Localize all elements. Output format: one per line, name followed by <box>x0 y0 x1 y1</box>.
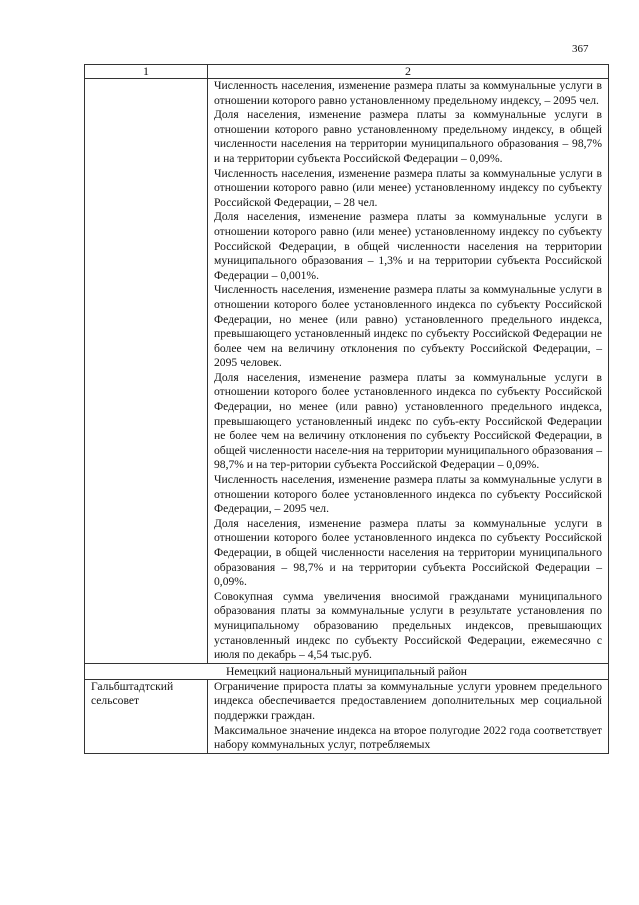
section-title: Немецкий национальный муниципальный район <box>85 663 609 679</box>
paragraph-population-less: Численность населения, изменение размера платы за коммунальные услуги в отношении которого равно (или менее) установленному индексу по субъекту Российской Федерации, – 28 чел. <box>214 166 602 209</box>
paragraph-max-index: Максимальное значение индекса на второе полугодие 2022 года соответствует набору коммунальных услуг, потребляемых <box>214 723 602 752</box>
paragraph-share-between: Доля населения, изменение размера платы за коммунальные услуги в отношении которого более установленного индекса по субъекту Российской Федерации, но менее (или равно) установленного предельного индекса, превышающего установленный индекс по субъ-екту Российской Федерации не более чем на величину отклонения по субъекту Российской Федерации, в общей численности населе-ния на территории муниципального образования – 98,7% и на тер-ритории субъекта Российской Федерации – 0,09%. <box>214 370 602 472</box>
content-table <box>84 64 609 754</box>
section-row <box>85 663 609 679</box>
row1-col1 <box>85 79 208 664</box>
paragraph-population-equal: Численность населения, изменение размера платы за коммунальные услуги в отношении которого равно установленному предельному индексу, – 2095 чел. <box>214 79 602 107</box>
paragraph-population-between: Численность населения, изменение размера платы за коммунальные услуги в отношении которого более установленного индекса по субъекту Российской Федерации, но менее (или равно) установленного предельного индекса, превышающего установленный индекс по субъекту Российской Федерации не более чем на величину отклонения по субъекту Российской Федерации, – 2095 человек. <box>214 283 602 370</box>
paragraph-share-less: Доля населения, изменение размера платы за коммунальные услуги в отношении которого равно (или менее) установленному индексу по субъекту Российской Федерации, в общей численности населения на территории муниципального образования – 1,3% и на территории субъекта Российской Федерации – 0,001%. <box>214 210 602 282</box>
paragraph-limitation: Ограничение прироста платы за коммунальные услуги уровнем предельного индекса обеспечивается предоставлением дополнительных мер социальной поддержки граждан. <box>214 679 602 722</box>
row1-col2 <box>208 79 609 664</box>
table-row <box>85 679 609 753</box>
paragraph-share-more: Доля населения, изменение размера платы за коммунальные услуги в отношении которого более установленного индекса по субъекту Российской Федерации, в общей численности населения на территории муниципального образования – 98,7% и на территории субъекта Российской Федерации – 0,09%. <box>214 516 602 589</box>
row2-col2 <box>208 679 609 753</box>
paragraph-total-sum: Совокупная сумма увеличения вносимой гражданами муниципального образования платы за коммунальные услуги в результате установления по муниципальному образованию предельных индексов, превышающих установленный индекс по субъекту Российской Федерации, ежемесячно с июля по декабрь – 4,54 тыс.руб. <box>214 589 602 662</box>
table-header-row <box>85 65 609 79</box>
paragraph-share-equal: Доля населения, изменение размера платы за коммунальные услуги в отношении которого равно установленному предельному индексу, в общей численности населения на территории муниципального образования – 98,7% и на территории субъекта Российской Федерации – 0,09%. <box>214 108 602 165</box>
paragraph-population-more: Численность населения, изменение размера платы за коммунальные услуги в отношении которого более установленного индекса по субъекту Российской Федерации, – 2095 чел. <box>214 473 602 516</box>
header-col-2: 2 <box>208 65 609 79</box>
header-col-1: 1 <box>85 65 208 79</box>
table-row <box>85 79 609 664</box>
municipality-name: Гальбштадтский сельсовет <box>85 679 208 753</box>
page-number: 367 <box>572 43 589 55</box>
